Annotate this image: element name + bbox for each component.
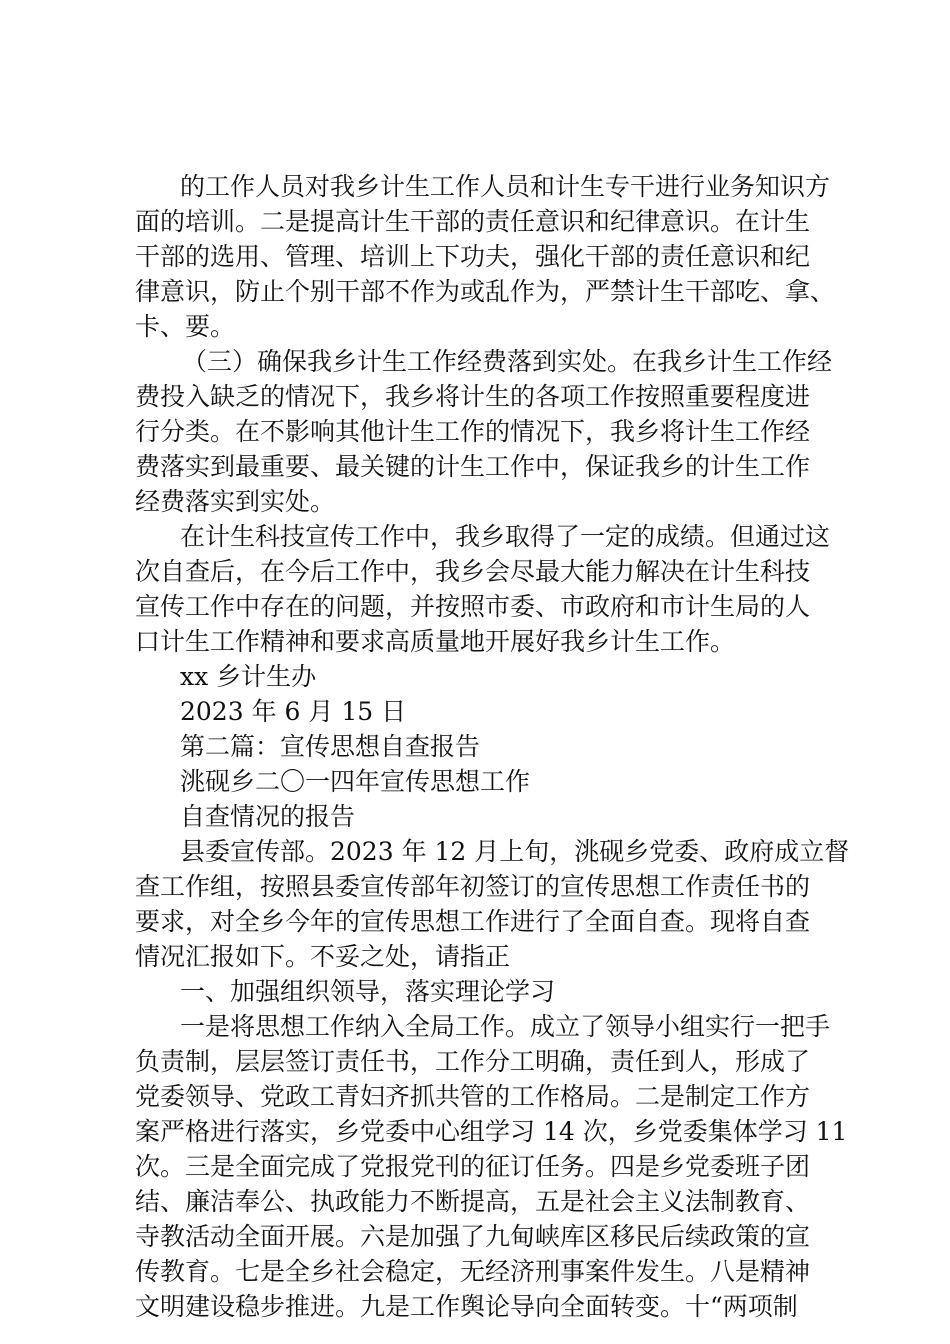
- paragraph-line: 负责制，层层签订责任书，工作分工明确，责任到人，形成了: [135, 1047, 811, 1076]
- signature-org: xx 乡计生办: [180, 662, 317, 691]
- paragraph-line: 宣传工作中存在的问题，并按照市委、市政府和市计生局的人: [135, 592, 811, 621]
- paragraph-line: 要求，对全乡今年的宣传思想工作进行了全面自查。现将自查: [135, 907, 811, 936]
- paragraph-line: 律意识，防止个别干部不作为或乱作为，严禁计生干部吃、拿、: [135, 277, 836, 306]
- paragraph-line: 卡、要。: [135, 312, 236, 341]
- paragraph-line: 一是将思想工作纳入全局工作。成立了领导小组实行一把手: [180, 1012, 831, 1041]
- report-title-line-1: 洮砚乡二〇一四年宣传思想工作: [180, 767, 531, 796]
- paragraph-line: 在计生科技宣传工作中，我乡取得了一定的成绩。但通过这: [180, 522, 831, 551]
- paragraph-line: 党委领导、党政工青妇齐抓共管的工作格局。二是制定工作方: [135, 1082, 811, 1111]
- paragraph-line: 县委宣传部。2023 年 12 月上旬，洮砚乡党委、政府成立督: [180, 837, 850, 866]
- paragraph-line: 面的培训。二是提高计生干部的责任意识和纪律意识。在计生: [135, 207, 811, 236]
- paragraph-line: 结、廉洁奉公、执政能力不断提高，五是社会主义法制教育、: [135, 1187, 811, 1216]
- paragraph-line: 情况汇报如下。不妥之处，请指正: [135, 942, 511, 971]
- paragraph-line: 口计生工作精神和要求高质量地开展好我乡计生工作。: [135, 627, 736, 656]
- paragraph-line: 次自查后，在今后工作中，我乡会尽最大能力解决在计生科技: [135, 557, 811, 586]
- paragraph-line: 费投入缺乏的情况下，我乡将计生的各项工作按照重要程度进: [135, 382, 811, 411]
- paragraph-line: 经费落实到实处。: [135, 487, 336, 516]
- paragraph-line: 查工作组，按照县委宣传部年初签订的宣传思想工作责任书的: [135, 872, 811, 901]
- paragraph-line: 案严格进行落实，乡党委中心组学习 14 次，乡党委集体学习 11: [135, 1117, 848, 1146]
- report-title-line-2: 自查情况的报告: [180, 802, 356, 831]
- paragraph-line: 干部的选用、管理、培训上下功夫，强化干部的责任意识和纪: [135, 242, 811, 271]
- subheading: 一、加强组织领导，落实理论学习: [180, 977, 556, 1006]
- signature-date: 2023 年 6 月 15 日: [180, 697, 407, 726]
- paragraph-line: （三）确保我乡计生工作经费落到实处。在我乡计生工作经: [182, 347, 833, 376]
- paragraph-line: 的工作人员对我乡计生工作人员和计生专干进行业务知识方: [180, 172, 831, 201]
- section-title: 第二篇：宣传思想自查报告: [180, 732, 481, 761]
- paragraph-line: 行分类。在不影响其他计生工作的情况下，我乡将计生工作经: [135, 417, 811, 446]
- paragraph-line: 传教育。七是全乡社会稳定，无经济刑事案件发生。八是精神: [135, 1257, 811, 1286]
- paragraph-line: 寺教活动全面开展。六是加强了九甸峡库区移民后续政策的宣: [135, 1222, 811, 1251]
- paragraph-line: 文明建设稳步推进。九是工作舆论导向全面转变。十“两项制: [135, 1292, 798, 1321]
- paragraph-line: 费落实到最重要、最关键的计生工作中，保证我乡的计生工作: [135, 452, 811, 481]
- paragraph-line: 次。三是全面完成了党报党刊的征订任务。四是乡党委班子团: [135, 1152, 811, 1181]
